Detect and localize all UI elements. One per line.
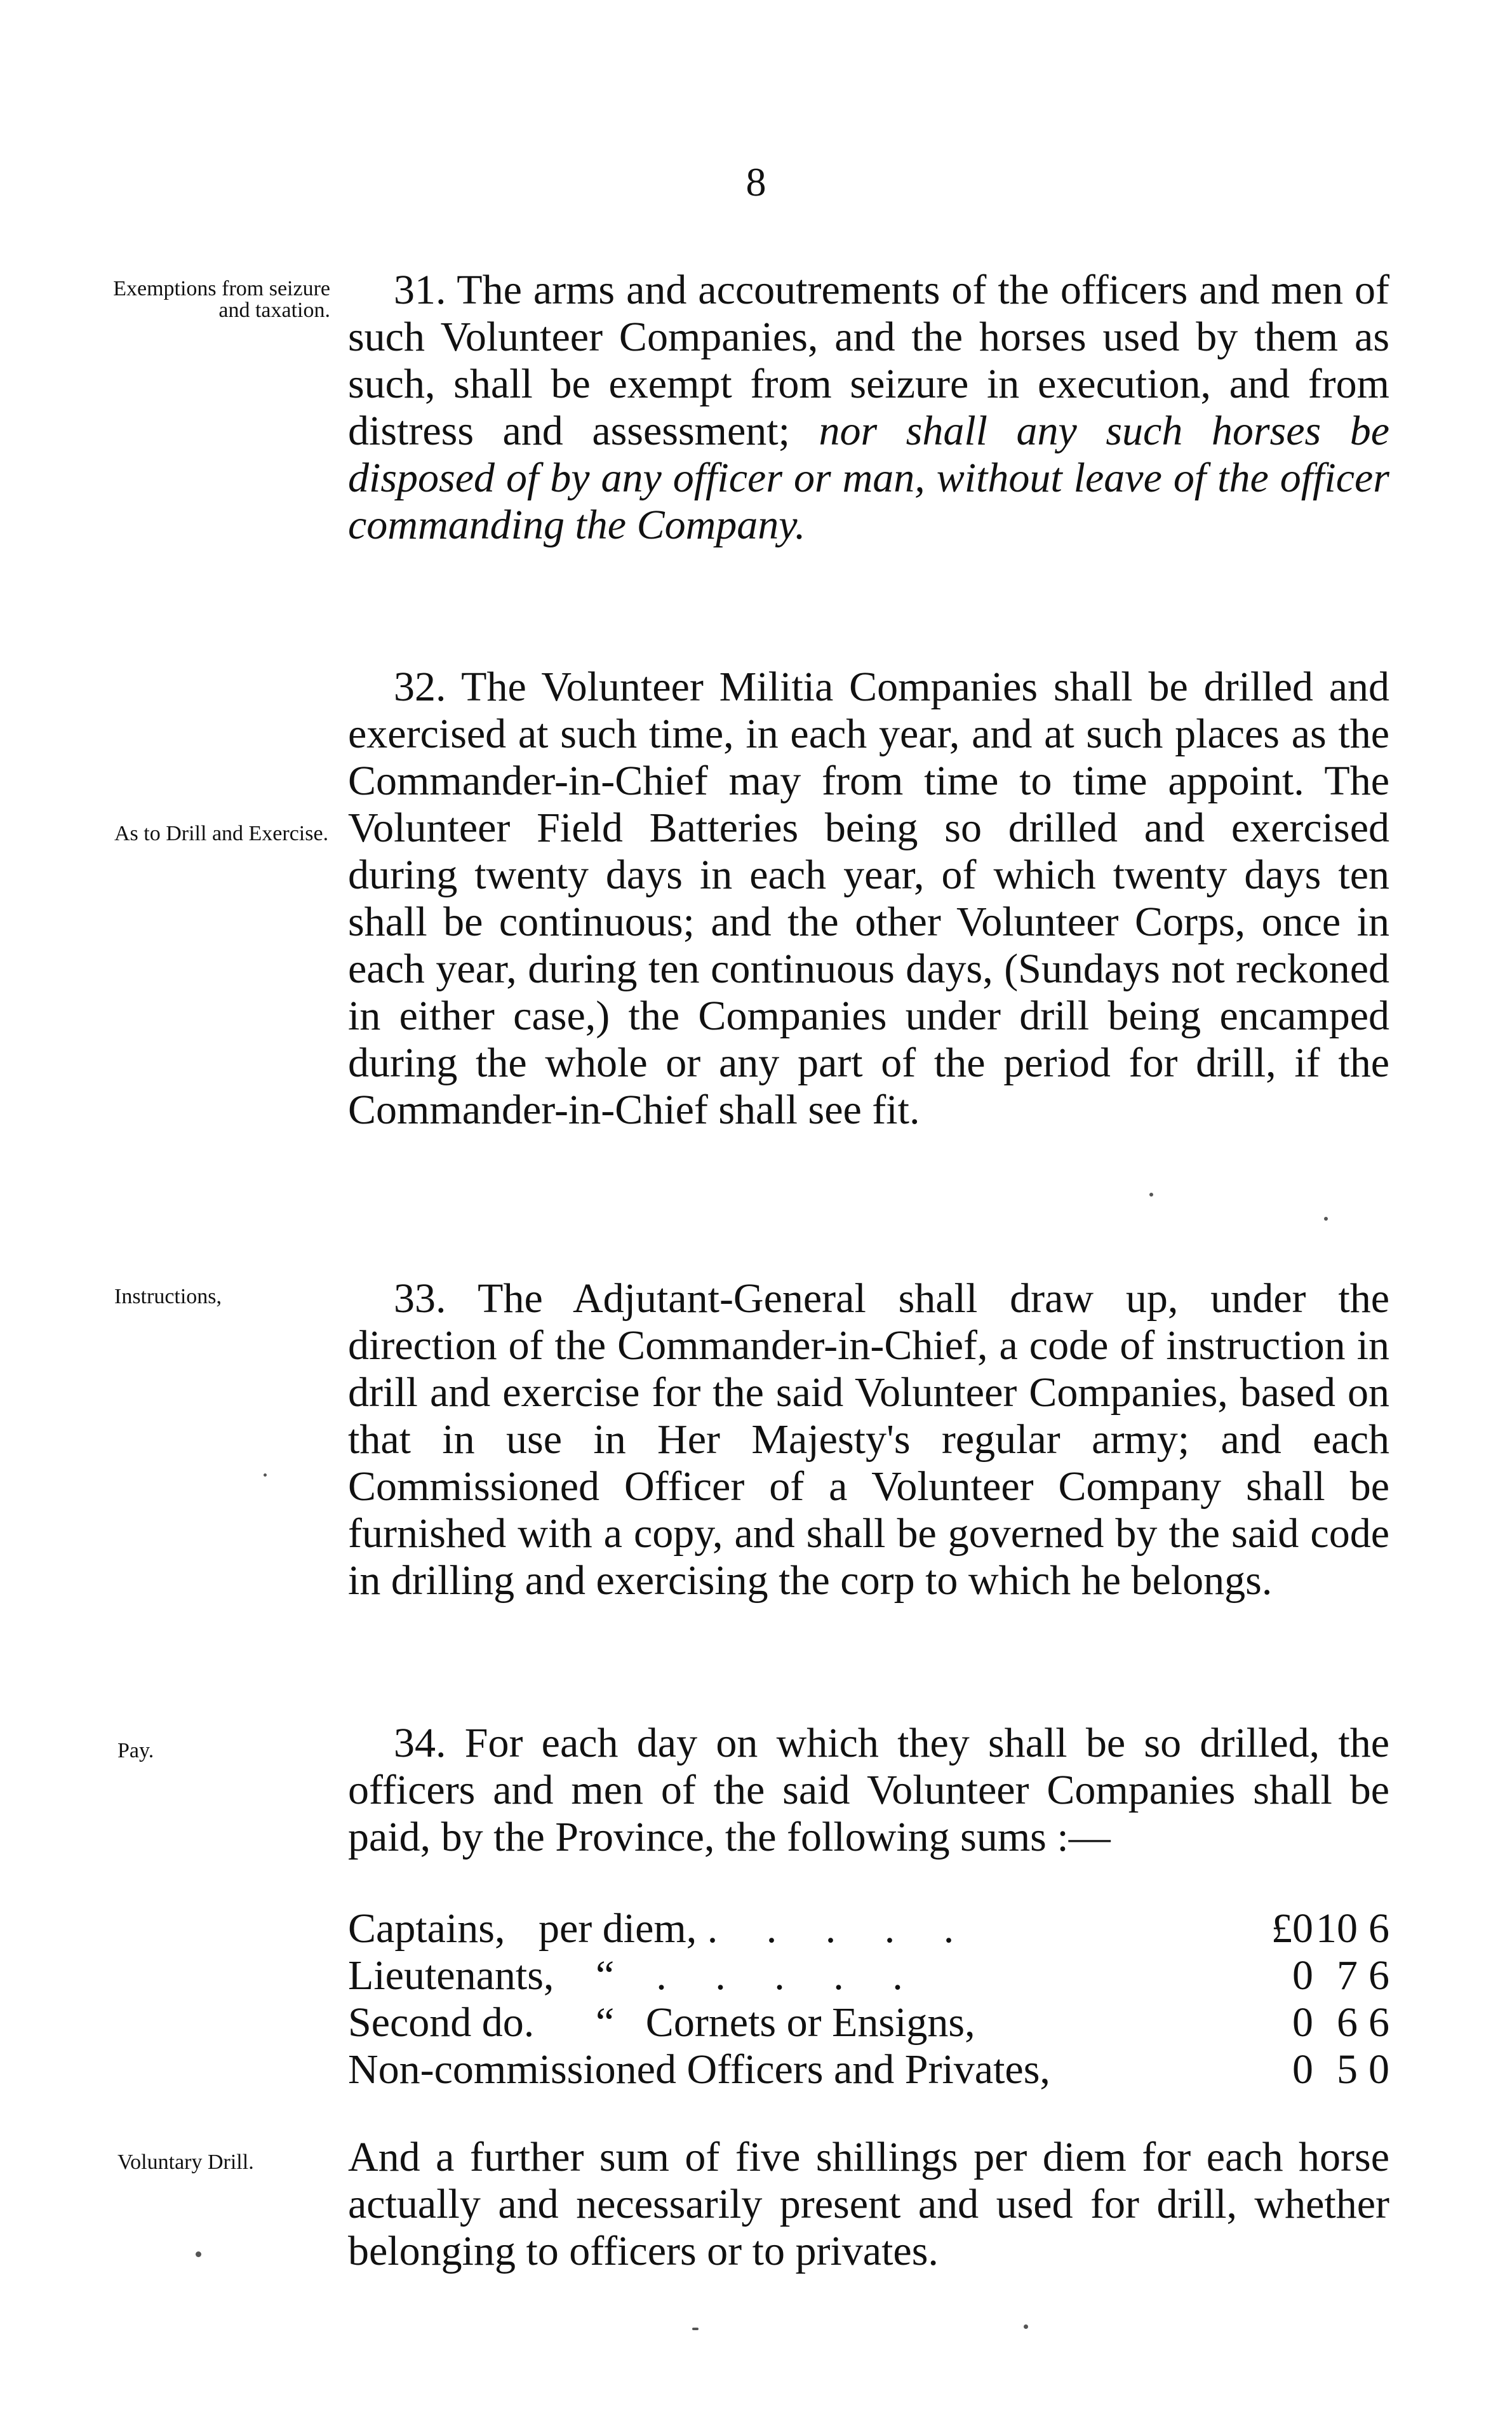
section-number: 32.	[394, 664, 446, 710]
section-33-text: The Adjutant-General shall draw up, under the direction of the Commander-in-Chief, a code of instruction in drill and exercise for the said Volunteer Companies, based on that in use in Her Majesty's regular army; and each Commissioned Officer of a Volunteer Company shall be furnished with a copy, and shall be governed by the said code in drilling and exercising the corp to which he belongs.	[348, 1275, 1389, 1604]
pay-amount	[1262, 2046, 1389, 2093]
section-number: 34.	[394, 1720, 446, 1766]
pay-pounds: 0	[1292, 2046, 1313, 2093]
pay-pounds: 0	[1292, 1999, 1313, 2046]
pay-pence: 6	[1368, 1905, 1389, 1952]
section-32-text: The Volunteer Militia Companies shall be drilled and exercised at such time, in each year, and at such places as the Commander-in-Chief may from time to time appoint. The Volunteer Field Batteries being so drilled and exercised during twenty days in each year, of which twenty days ten shall be continuous; and the other Volunteer Corps, once in each year, during ten continuous days, (Sundays not reckoned in either case,) the Companies under drill being encamped during the whole or any part of the period for drill, if the Commander-in-Chief shall see fit.	[348, 664, 1390, 1133]
margin-note-drill-exercise: As to Drill and Exercise.	[114, 822, 329, 845]
pay-rank: Lieutenants,	[348, 1952, 554, 1999]
section-31-italic-text: nor shall any such horses be disposed of by any officer or man, without leave of the officer commanding the Company.	[348, 408, 1389, 548]
section-34	[348, 1720, 1389, 1861]
margin-note-voluntary-drill: Voluntary Drill.	[117, 2150, 254, 2174]
pay-amount	[1262, 1905, 1389, 1952]
pay-middle-text: “	[596, 1999, 615, 2046]
pay-cornets: Cornets or Ensigns,	[645, 1999, 975, 2046]
pay-pounds: 0	[1292, 1952, 1313, 1999]
pay-table	[348, 1905, 1389, 2093]
pay-middle	[539, 1905, 1262, 1952]
scan-speck	[1149, 1193, 1153, 1197]
section-32-body	[348, 664, 1389, 1134]
section-31-body	[348, 267, 1389, 549]
pay-shillings: 5	[1337, 2046, 1358, 2093]
pay-row-second	[348, 1999, 1389, 2046]
section-34-text: For each day on which they shall be so drilled, the officers and men of the said Volunteer Companies shall be paid, by the Province, the following sums :—	[348, 1720, 1389, 1860]
pay-shillings: 6	[1337, 1999, 1358, 2046]
scan-speck	[692, 2328, 699, 2330]
pay-shillings: 10	[1316, 1905, 1358, 1952]
pay-row-captains	[348, 1905, 1389, 1952]
page-number: 8	[746, 159, 766, 205]
margin-note-instructions: Instructions,	[114, 1285, 222, 1308]
section-34-body	[348, 1720, 1389, 1861]
pay-rank: Non-commissioned Officers and Privates,	[348, 2046, 1050, 2093]
pay-middle-text: per diem,	[539, 1905, 697, 1952]
pay-pounds: £0	[1271, 1905, 1313, 1952]
margin-note-exemptions: Exemptions from seizure and taxation.	[113, 277, 330, 322]
scan-speck	[1324, 1217, 1328, 1221]
margin-note-pay: Pay.	[117, 1739, 154, 1762]
pay-pence: 6	[1368, 1999, 1389, 2046]
scan-speck	[196, 2251, 201, 2257]
scan-speck	[264, 1473, 267, 1477]
voluntary-drill-text: And a further sum of five shillings per diem for each horse actually and necessarily present and used for drill, whether belonging to officers or to privates.	[348, 2134, 1389, 2274]
section-33	[348, 1275, 1389, 1604]
pay-dots: . . . . .	[707, 1905, 973, 1952]
pay-amount	[1262, 1952, 1389, 1999]
pay-shillings: 7	[1337, 1952, 1358, 1999]
pay-row-privates	[348, 2046, 1389, 2093]
section-31-text: The arms and accoutrements of the officers and men of such Volunteer Companies, and the horses used by them as such, shall be exempt from seizure in execution, and from distress and assessment;	[348, 267, 1389, 454]
pay-amount	[1262, 1999, 1389, 2046]
pay-dots: . . . . .	[656, 1952, 922, 1999]
pay-middle	[596, 1952, 1262, 1999]
voluntary-drill	[348, 2134, 1389, 2275]
pay-pence: 6	[1368, 1952, 1389, 1999]
section-32	[348, 664, 1389, 1134]
section-number: 31.	[394, 267, 446, 313]
section-33-body	[348, 1275, 1389, 1604]
pay-pence: 0	[1368, 2046, 1389, 2093]
scan-speck	[1024, 2324, 1028, 2329]
pay-middle-text: “	[596, 1952, 615, 1999]
section-number: 33.	[394, 1275, 446, 1322]
pay-rank: Second do.	[348, 1999, 535, 2046]
pay-row-lieutenants	[348, 1952, 1389, 1999]
pay-rank: Captains,	[348, 1905, 505, 1952]
section-31	[348, 267, 1389, 549]
pay-middle	[596, 1999, 1262, 2046]
